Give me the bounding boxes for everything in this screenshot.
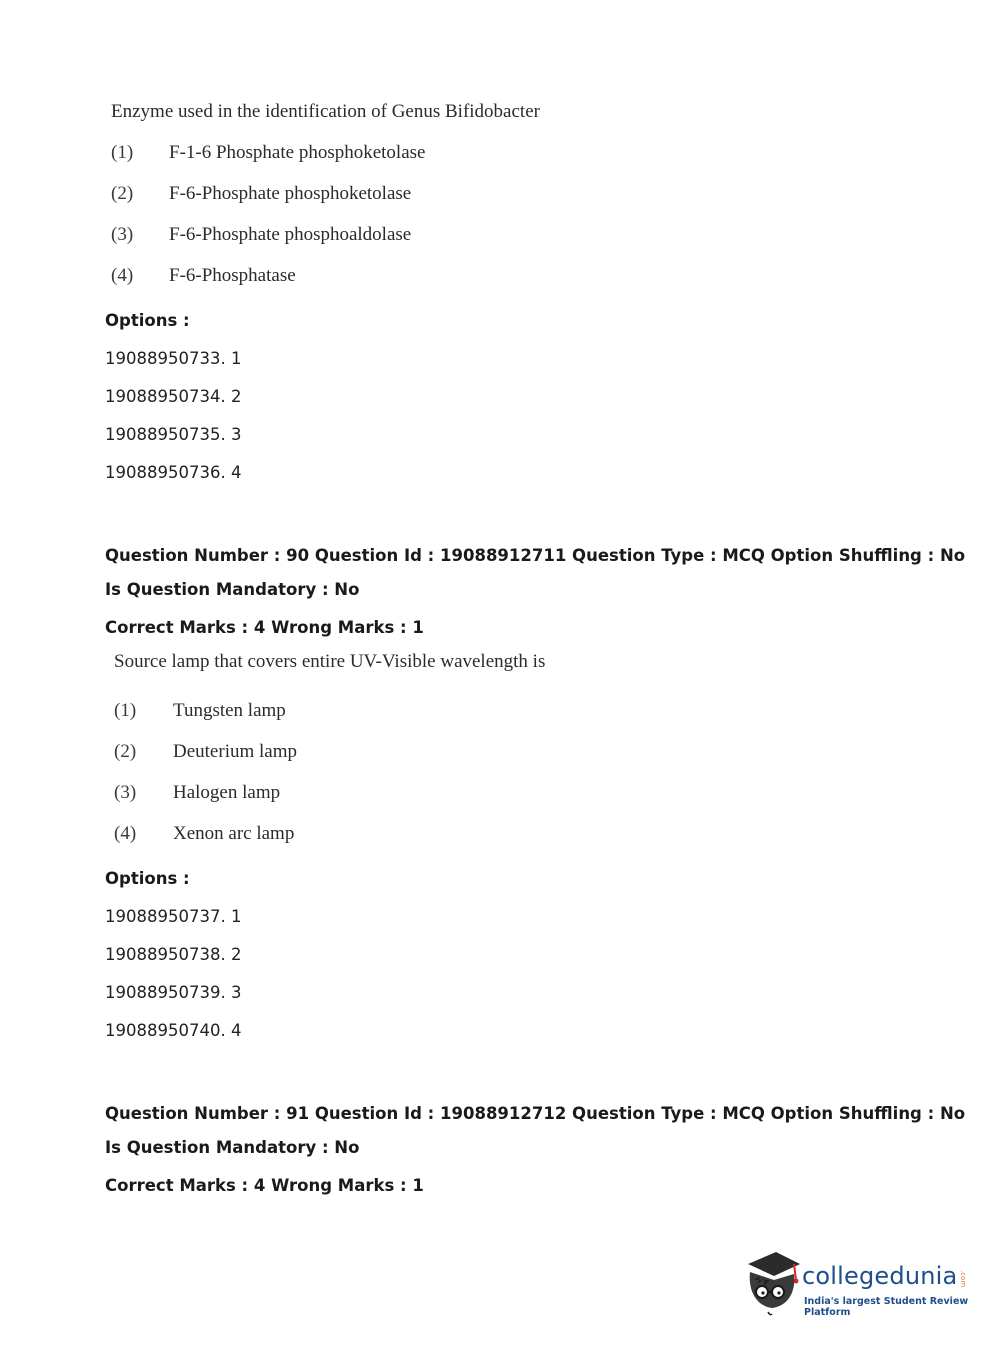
question-marks: Correct Marks : 4 Wrong Marks : 1	[105, 618, 424, 637]
option-id: 19088950737. 1	[105, 907, 242, 926]
choice-number: (1)	[111, 142, 134, 163]
brand-domain: .com	[959, 1270, 967, 1288]
question-marks: Correct Marks : 4 Wrong Marks : 1	[105, 1176, 424, 1195]
brand-tagline: India's largest Student Review Platform	[804, 1296, 969, 1318]
option-id: 19088950738. 2	[105, 945, 242, 964]
question-header: Question Number : 91 Question Id : 19088912712 Question Type : MCQ Option Shuffling : No	[105, 1104, 966, 1123]
choice-number: (4)	[111, 265, 134, 286]
options-label: Options :	[105, 869, 190, 888]
option-id: 19088950736. 4	[105, 463, 242, 482]
choice-number: (1)	[114, 700, 137, 721]
choice-text: F-6-Phosphate phosphoaldolase	[169, 224, 412, 245]
choice-text: Xenon arc lamp	[173, 823, 295, 844]
choice-number: (3)	[114, 782, 137, 803]
brand-name: collegedunia	[802, 1262, 958, 1290]
collegedunia-logo	[742, 1250, 972, 1320]
question-text: Source lamp that covers entire UV-Visible wavelength is	[114, 651, 546, 672]
choice-text: Deuterium lamp	[173, 741, 297, 762]
question-header: Question Number : 90 Question Id : 19088912711 Question Type : MCQ Option Shuffling : No	[105, 546, 966, 565]
option-id: 19088950733. 1	[105, 349, 242, 368]
option-id: 19088950734. 2	[105, 387, 242, 406]
choice-text: Halogen lamp	[173, 782, 281, 803]
choice-number: (4)	[114, 823, 137, 844]
mascot-icon	[742, 1250, 804, 1320]
question-mandatory: Is Question Mandatory : No	[105, 580, 360, 599]
option-id: 19088950739. 3	[105, 983, 242, 1002]
option-id: 19088950740. 4	[105, 1021, 242, 1040]
choice-text: Tungsten lamp	[173, 700, 286, 721]
question-text: Enzyme used in the identification of Genus Bifidobacter	[111, 101, 540, 122]
choice-number: (2)	[114, 741, 137, 762]
choice-text: F-6-Phosphate phosphoketolase	[169, 183, 412, 204]
choice-text: F-6-Phosphatase	[169, 265, 296, 286]
options-label: Options :	[105, 311, 190, 330]
option-id: 19088950735. 3	[105, 425, 242, 444]
choice-number: (2)	[111, 183, 134, 204]
question-mandatory: Is Question Mandatory : No	[105, 1138, 360, 1157]
choice-text: F-1-6 Phosphate phosphoketolase	[169, 142, 426, 163]
choice-number: (3)	[111, 224, 134, 245]
